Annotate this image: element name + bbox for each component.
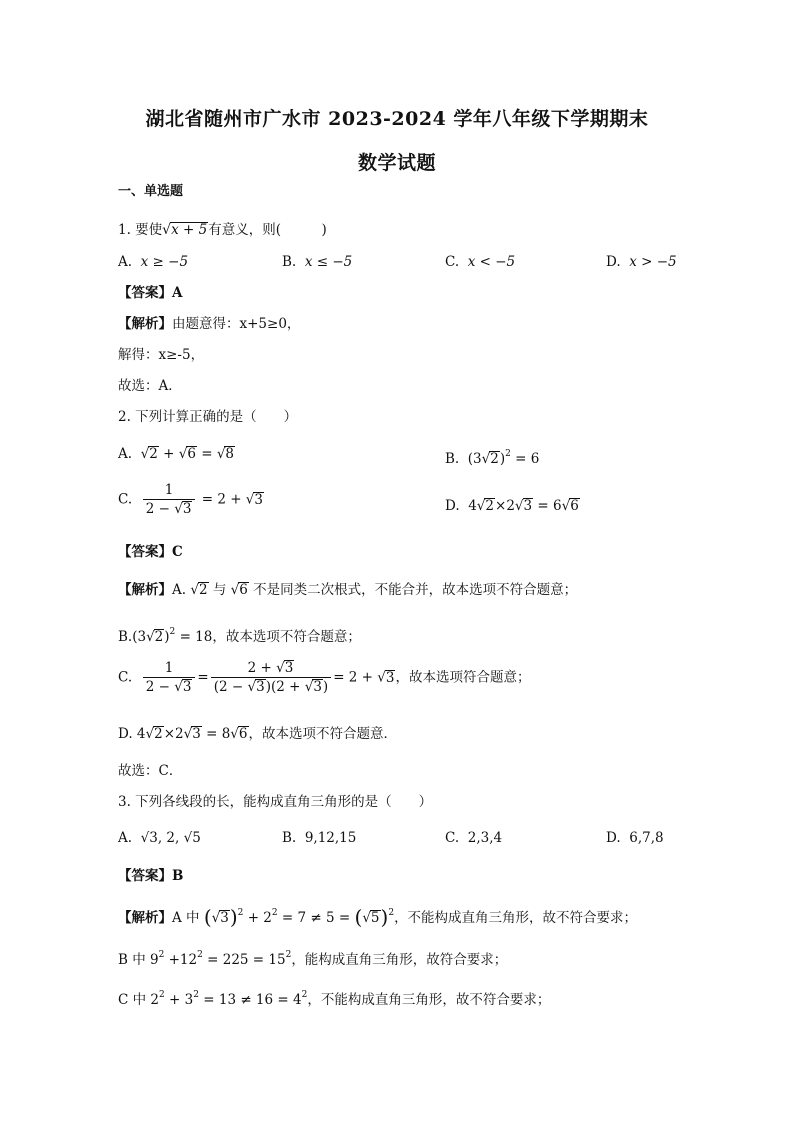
question-3-stem: 3. 下列各线段的长，能构成直角三角形的是（ ）: [118, 794, 433, 810]
q1-option-c: C. x < −5: [445, 254, 516, 270]
q2-option-c: C. $\frac{1}{2 - √3}$ = 2 + √3: [118, 482, 263, 517]
q3-option-b: B. 9,12,15: [282, 830, 357, 846]
q3-analysis-a: 【解析】A 中 $(√3)^2 + 2^2 = 7 \ne 5 = (√5)^2$，不能构成直角三角形，故不符合要求；: [118, 905, 638, 929]
q2-analysis-a: 【解析】A. √2 与 √6 不是同类二次根式，不能合并，故本选项不符合题意；: [118, 582, 578, 598]
q1-option-b: B. x ≤ −5: [282, 254, 353, 270]
q1-option-d: D. x > −5: [606, 254, 677, 270]
q3-option-a: A. √3, 2, √5: [118, 830, 201, 846]
q2-answer: 【答案】C: [118, 544, 183, 560]
q1-answer: 【答案】A: [118, 285, 183, 301]
q3-answer: 【答案】B: [118, 868, 184, 884]
q2-option-d: D. 4√2×2√3 = 6√6: [445, 498, 579, 514]
q2-option-a: A. √2 + √6 = √8: [118, 446, 235, 462]
q2-analysis-d: D. 4√2×2√3 = 8√6，故本选项不符合题意．: [118, 726, 398, 742]
q1-option-a: A. x ≥ −5: [118, 254, 189, 270]
question-2-stem: 2. 下列计算正确的是（ ）: [118, 409, 298, 425]
q2-option-b: B. $(3√2)^2 = 6$: [445, 449, 540, 467]
q1-analysis-line-1: 【解析】由题意得：x+5≥0，: [118, 316, 301, 332]
q1-prefix: 1. 要使: [118, 222, 163, 238]
q3-analysis-c: C 中 $2^2 + 3^2 = 13 \ne 16 = 4^2$，不能构成直角三角形，故不符合要求；: [118, 990, 551, 1008]
section-heading: 一、单选题: [118, 184, 184, 199]
document-title-line1: 湖北省随州市广水市 2023-2024 学年八年级下学期期末: [145, 108, 649, 130]
q1-suffix: 有意义，则( ): [208, 222, 327, 238]
q3-option-c: C. 2,3,4: [445, 830, 503, 846]
q3-option-d: D. 6,7,8: [606, 830, 664, 846]
q1-analysis-line-3: 故选：A．: [118, 378, 182, 394]
q3-analysis-b: B 中 $9^2 +12^2 = 225 = 15^2$，能构成直角三角形，故符合要求；: [118, 950, 508, 968]
q2-analysis-c: C. $\frac{1}{2 - √3}$ = $\frac{2 + √3}{(2 - √3)(2 + √3)}$ = 2 + √3，故本选项符合题意；: [118, 660, 531, 695]
question-1-stem: 1. 要使√x + 5有意义，则( ): [118, 222, 327, 238]
q2-analysis-b: $B.(3√2)^2 = 18$，故本选项不符合题意；: [118, 627, 361, 645]
q2-conclusion: 故选：C．: [118, 763, 183, 779]
document-title-line2: 数学试题: [357, 152, 436, 174]
q1-analysis-line-2: 解得：x≥-5，: [118, 347, 205, 363]
q1-radicand: x + 5: [171, 222, 208, 238]
